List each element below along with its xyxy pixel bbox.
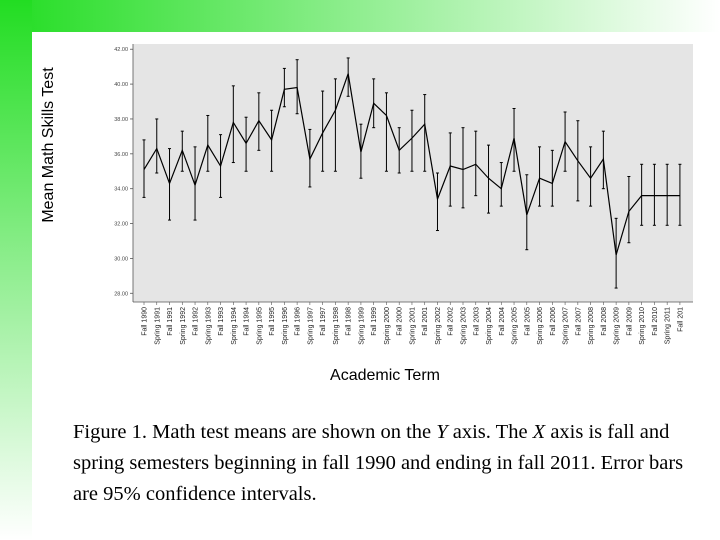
y-tick-label: 38.00 xyxy=(114,116,128,123)
x-axis xyxy=(133,302,693,345)
y-axis-label: Mean Math Skills Test xyxy=(40,67,57,223)
x-tick-label: Spring 2006 xyxy=(537,307,545,345)
x-tick-label: Fall 2008 xyxy=(600,307,608,336)
decorative-left-bar xyxy=(0,0,32,540)
x-tick-label: Fall 2004 xyxy=(498,307,506,336)
x-tick-label: Fall 1991 xyxy=(167,307,175,336)
x-tick-label: Fall 1992 xyxy=(192,307,200,336)
x-tick-label: Fall 1994 xyxy=(243,307,251,336)
x-tick-label: Fall 2010 xyxy=(651,307,659,336)
x-tick-label: Spring 1992 xyxy=(179,307,187,345)
y-tick-label: 30.00 xyxy=(114,256,128,263)
x-tick-label: Spring 1999 xyxy=(358,307,366,345)
caption-y-letter: Y xyxy=(436,421,448,443)
x-tick-label: Spring 2003 xyxy=(460,307,468,345)
y-tick-label: 42.00 xyxy=(114,47,128,54)
x-tick-label: Fall 1997 xyxy=(320,307,328,336)
x-tick-label: Fall 2009 xyxy=(626,307,634,336)
x-tick-label: Spring 2007 xyxy=(562,307,570,345)
caption-text-2: axis. The xyxy=(447,421,533,443)
x-tick-label: Spring 1998 xyxy=(332,307,340,345)
y-tick-label: 36.00 xyxy=(114,151,128,158)
x-tick-label: Fall 1993 xyxy=(218,307,226,336)
x-tick-label: Fall 2007 xyxy=(575,307,583,336)
x-tick-label: Fall 1998 xyxy=(345,307,353,336)
decorative-top-bar xyxy=(0,0,720,32)
x-tick-label: Spring 2001 xyxy=(409,307,417,345)
x-axis-label: Academic Term xyxy=(330,367,440,384)
figure-caption xyxy=(73,417,693,510)
x-tick-label: Spring 2011 xyxy=(664,307,672,345)
x-tick-label: Spring 2000 xyxy=(383,307,391,345)
x-tick-label: Spring 1993 xyxy=(205,307,213,345)
error-bar-line-chart xyxy=(80,38,696,358)
y-tick-label: 28.00 xyxy=(114,291,128,298)
x-tick-label: Spring 1997 xyxy=(307,307,315,345)
x-tick-label: Fall 1995 xyxy=(269,307,277,336)
x-tick-label: Fall 2005 xyxy=(524,307,532,336)
y-tick-label: 40.00 xyxy=(114,82,128,89)
x-tick-label: Spring 1994 xyxy=(230,307,238,345)
x-tick-label: Spring 2010 xyxy=(639,307,647,345)
caption-text-1: Figure 1. Math test means are shown on the xyxy=(73,421,437,443)
x-tick-label: Spring 1991 xyxy=(154,307,162,345)
caption-text-3: axis is fall and spring semesters beginning in fall 1990 and ending in fall 2011. Error bars are 95% confidence intervals. xyxy=(73,421,684,505)
y-tick-label: 32.00 xyxy=(114,221,128,228)
x-tick-label: Spring 2004 xyxy=(486,307,494,345)
y-tick-label: 34.00 xyxy=(114,186,128,193)
x-tick-label: Spring 2009 xyxy=(613,307,621,345)
x-tick-label: Spring 2002 xyxy=(434,307,442,345)
x-tick-label: Fall 1999 xyxy=(371,307,379,336)
caption-x-letter: X xyxy=(532,421,546,443)
x-tick-label: Spring 2008 xyxy=(588,307,596,345)
plot-area xyxy=(133,44,693,302)
y-axis xyxy=(114,44,133,302)
x-tick-label: Fall 2006 xyxy=(549,307,557,336)
x-tick-label: Fall 1990 xyxy=(141,307,149,336)
x-tick-label: Spring 1996 xyxy=(281,307,289,345)
x-tick-label: Fall 2001 xyxy=(422,307,430,336)
x-tick-label: Fall 2003 xyxy=(473,307,481,336)
x-tick-label: Fall 1996 xyxy=(294,307,302,336)
x-tick-label: Fall 2000 xyxy=(396,307,404,336)
x-tick-label: Fall 2002 xyxy=(447,307,455,336)
x-tick-label: Spring 1995 xyxy=(256,307,264,345)
x-tick-label: Spring 2005 xyxy=(511,307,519,345)
x-tick-label: Fall 201 xyxy=(677,307,685,332)
